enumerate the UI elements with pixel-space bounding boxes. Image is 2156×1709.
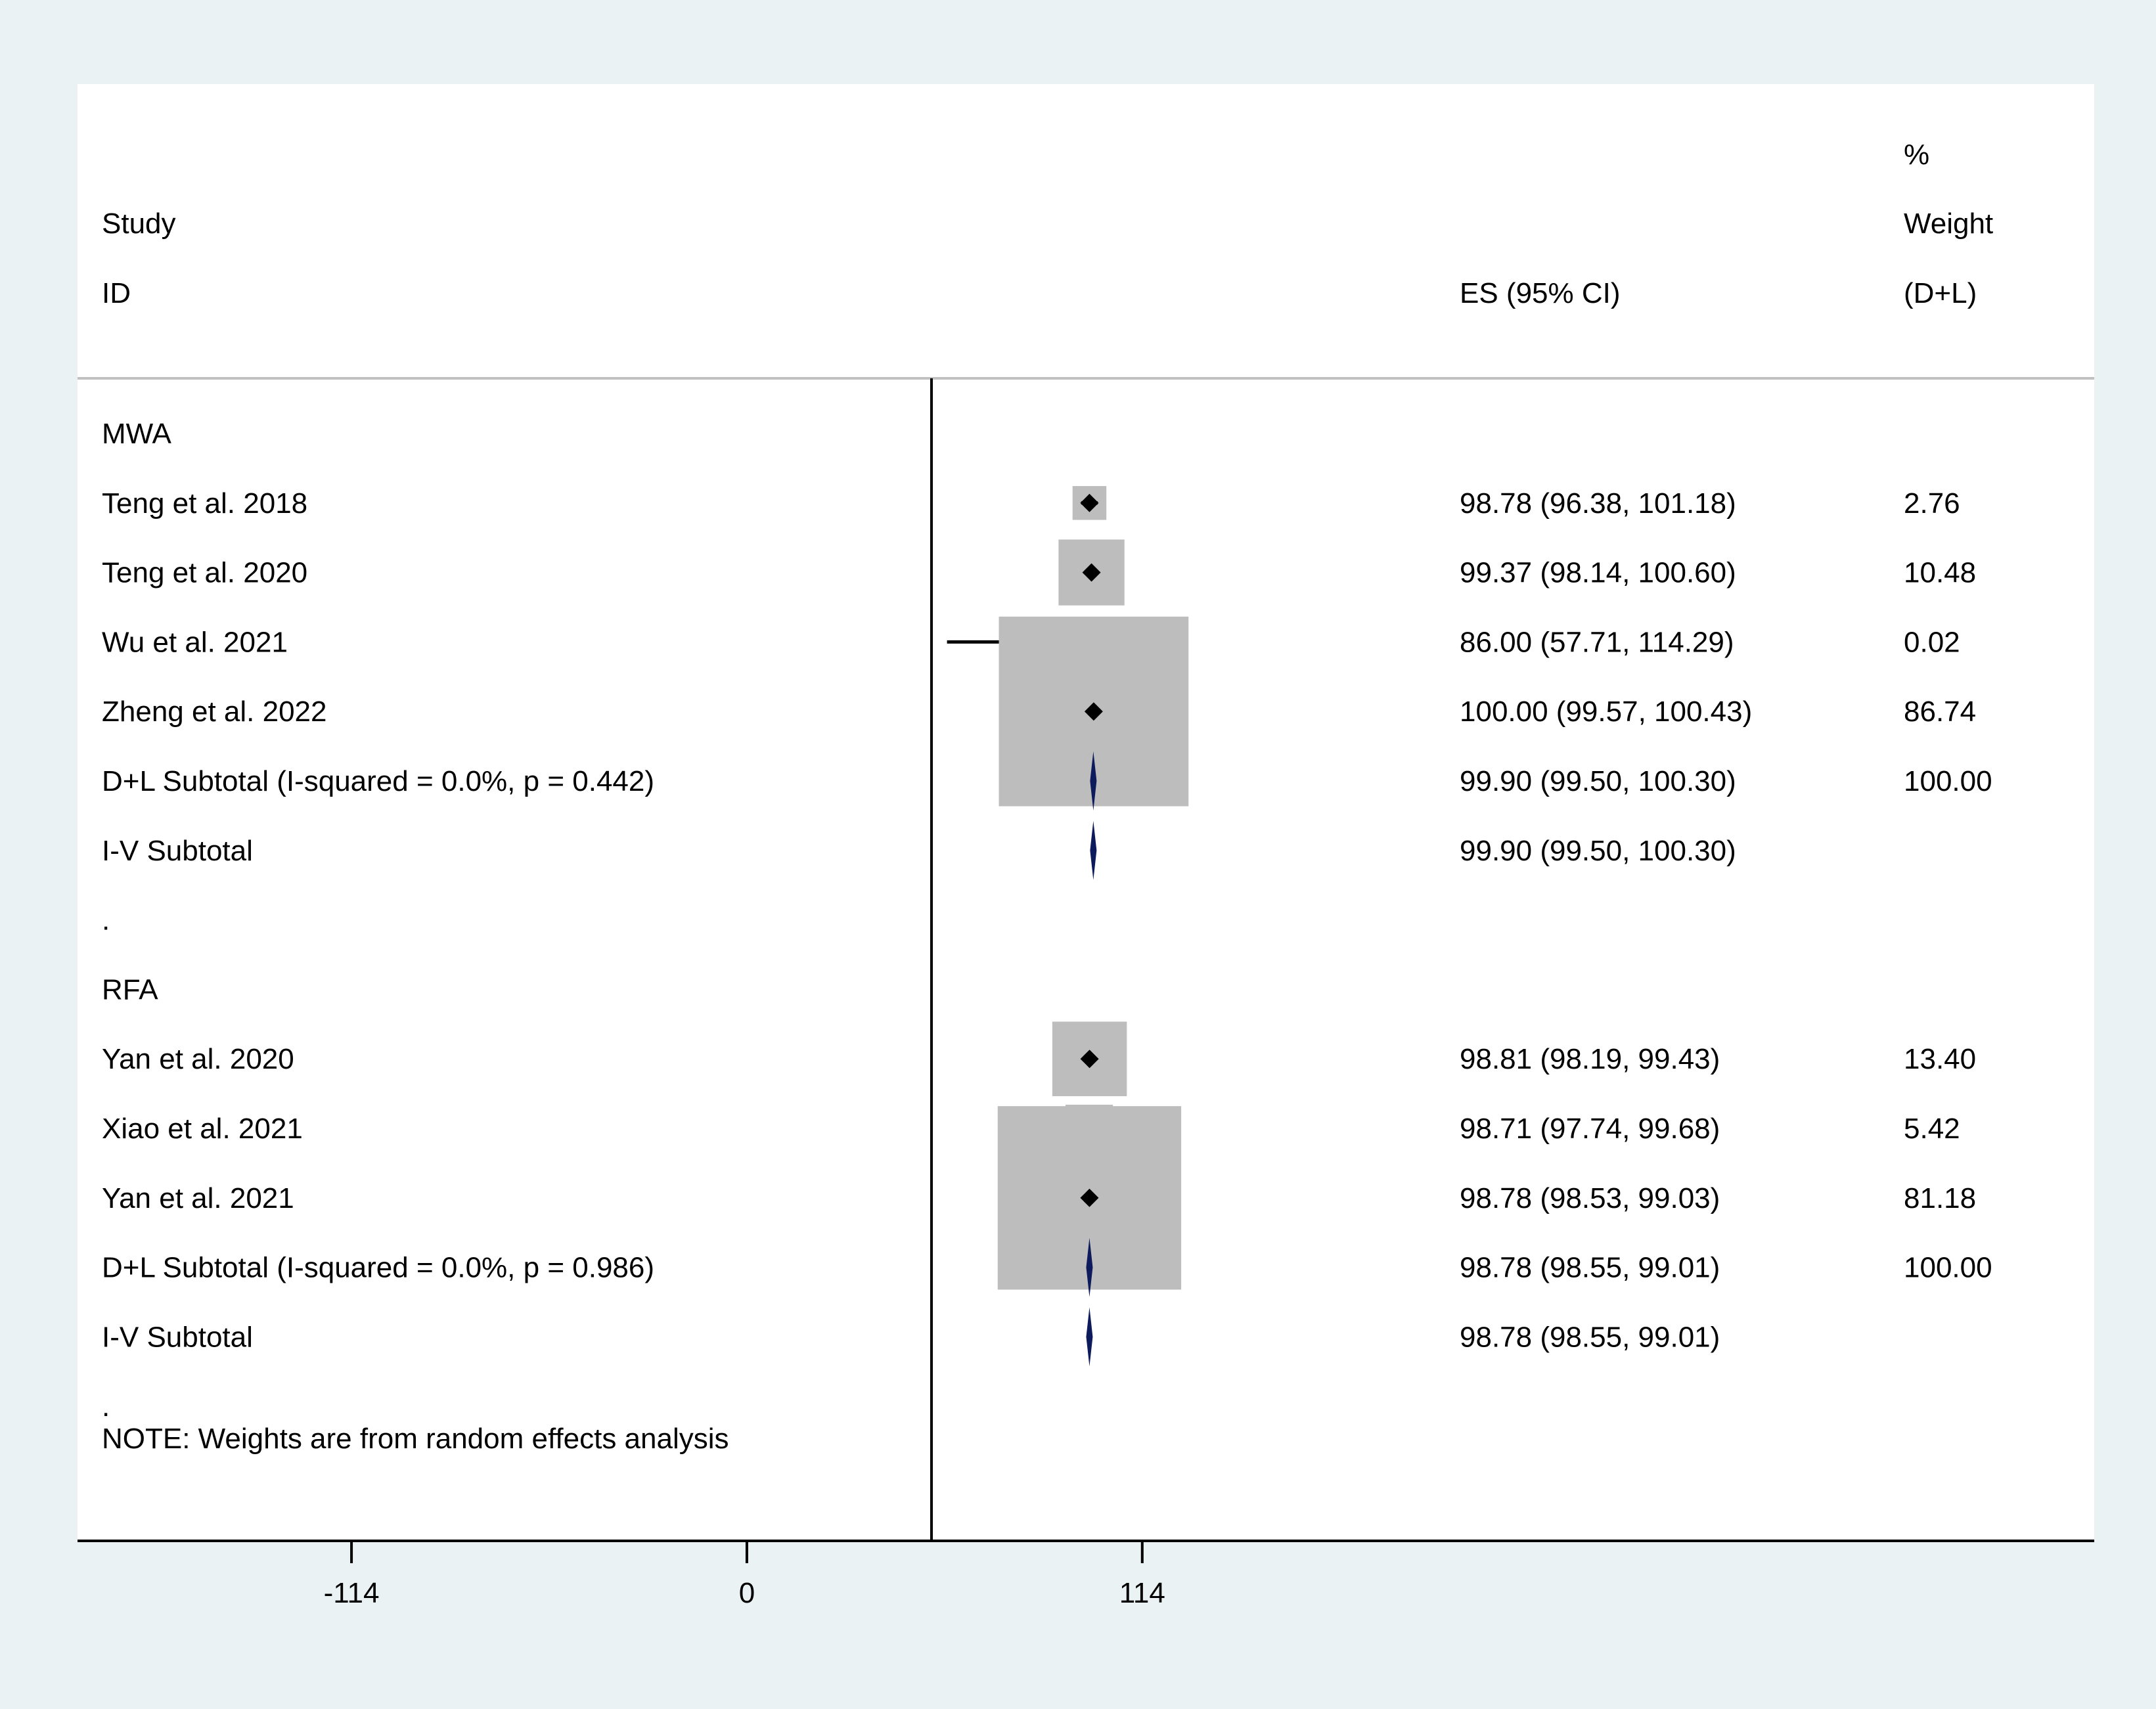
x-tick-label: -114 xyxy=(323,1577,380,1609)
subtotal-weight: 100.00 xyxy=(1904,765,1992,797)
subtotal-weight: 100.00 xyxy=(1904,1251,1992,1284)
plot-panel xyxy=(78,84,2094,1540)
spacer-dot: . xyxy=(102,904,110,937)
subtotal-es-ci: 99.90 (99.50, 100.30) xyxy=(1460,834,1736,867)
study-label: Teng et al. 2018 xyxy=(102,487,308,520)
spacer-dot: . xyxy=(102,1390,110,1423)
study-es-ci: 98.71 (97.74, 99.68) xyxy=(1460,1113,1720,1145)
study-es-ci: 98.81 (98.19, 99.43) xyxy=(1460,1043,1720,1076)
subtotal-es-ci: 98.78 (98.55, 99.01) xyxy=(1460,1251,1720,1284)
header-es: ES (95% CI) xyxy=(1460,277,1621,309)
study-weight: 13.40 xyxy=(1904,1043,1977,1076)
study-weight: 10.48 xyxy=(1904,556,1977,589)
study-weight: 5.42 xyxy=(1904,1113,1960,1145)
subtotal-label: D+L Subtotal (I-squared = 0.0%, p = 0.986) xyxy=(102,1251,655,1284)
study-es-ci: 99.37 (98.14, 100.60) xyxy=(1460,556,1736,589)
study-es-ci: 86.00 (57.71, 114.29) xyxy=(1460,626,1734,659)
subtotal-label: I-V Subtotal xyxy=(102,1321,253,1354)
study-label: Teng et al. 2020 xyxy=(102,556,308,589)
header-id: ID xyxy=(102,277,131,309)
study-weight: 2.76 xyxy=(1904,487,1960,520)
study-weight: 86.74 xyxy=(1904,696,1977,728)
study-label: Zheng et al. 2022 xyxy=(102,696,327,728)
header-weight-method: (D+L) xyxy=(1904,277,1977,309)
x-axis xyxy=(324,1541,1165,1609)
study-label: Yan et al. 2021 xyxy=(102,1182,294,1214)
subtotal-label: I-V Subtotal xyxy=(102,834,253,867)
x-tick-label: 0 xyxy=(738,1577,755,1609)
study-weight: 81.18 xyxy=(1904,1182,1977,1214)
subtotal-label: D+L Subtotal (I-squared = 0.0%, p = 0.442) xyxy=(102,765,655,797)
study-weight: 0.02 xyxy=(1904,626,1960,659)
header-study: Study xyxy=(102,208,176,240)
study-label: Wu et al. 2021 xyxy=(102,626,288,659)
group-label: MWA xyxy=(102,418,171,450)
study-es-ci: 98.78 (98.53, 99.03) xyxy=(1460,1182,1720,1214)
study-es-ci: 98.78 (96.38, 101.18) xyxy=(1460,487,1736,520)
study-label: Yan et al. 2020 xyxy=(102,1043,294,1076)
subtotal-es-ci: 99.90 (99.50, 100.30) xyxy=(1460,765,1736,797)
header-weight-pct: % xyxy=(1904,139,1930,171)
note-text: NOTE: Weights are from random effects analysis xyxy=(102,1423,729,1455)
header-weight: Weight xyxy=(1904,208,1994,240)
study-es-ci: 100.00 (99.57, 100.43) xyxy=(1460,696,1753,728)
group-label: RFA xyxy=(102,973,158,1006)
subtotal-es-ci: 98.78 (98.55, 99.01) xyxy=(1460,1321,1720,1354)
study-label: Xiao et al. 2021 xyxy=(102,1113,303,1145)
x-tick-label: 114 xyxy=(1119,1577,1165,1609)
